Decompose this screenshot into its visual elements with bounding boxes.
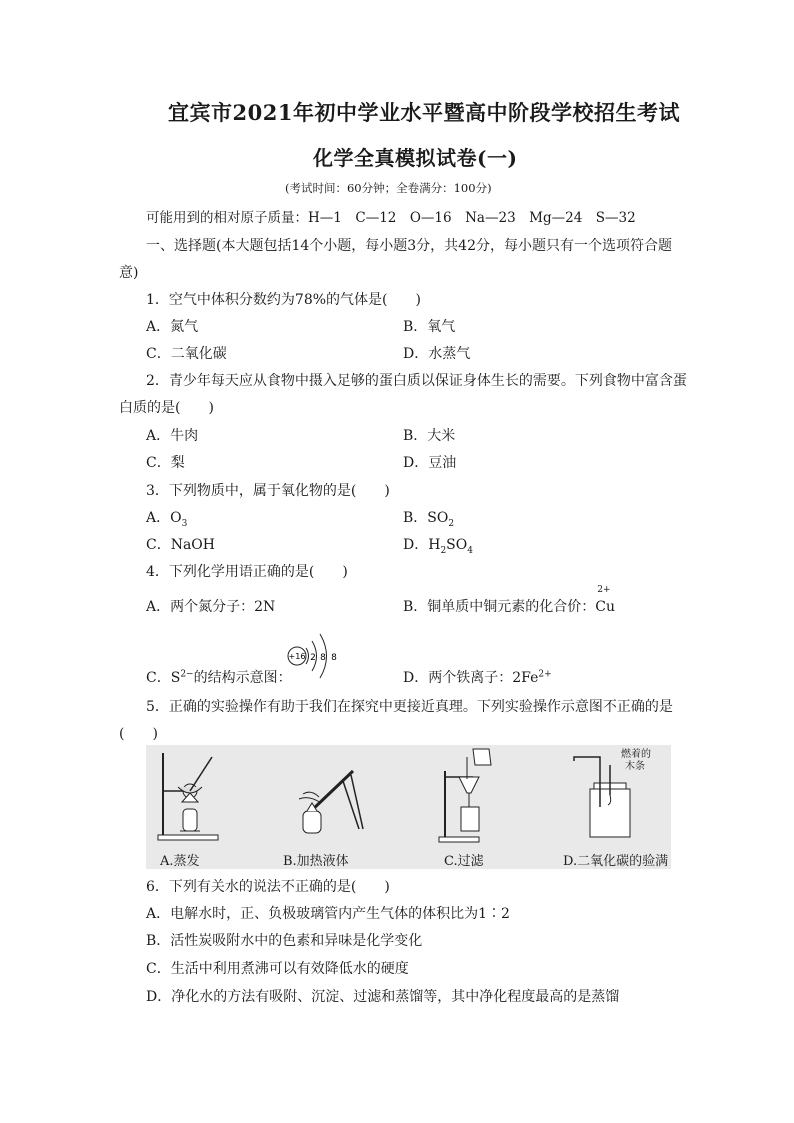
q3-option-c: C．NaOH	[146, 537, 215, 553]
q2-stem: 2．青少年每天应从食物中摄入足够的蛋白质以保证身体生长的需要。下列食物中富含蛋	[146, 373, 687, 389]
burning-stick-label	[621, 749, 651, 773]
q5-stem-cont: ( )	[119, 726, 158, 742]
filtration-apparatus-image	[429, 747, 529, 847]
q5-stem: 5．正确的实验操作有助于我们在探究中更接近真理。下列实验操作示意图不正确的是	[146, 699, 673, 715]
q3-option-b: B．$SO_2$	[403, 510, 455, 529]
evaporation-apparatus-image	[150, 747, 255, 847]
exam-info: (考试时间：60分钟；全卷满分：100分)	[285, 181, 492, 195]
page-subtitle: 化学全真模拟试卷(一)	[313, 146, 518, 170]
burning-stick-label-line1: 燃着的	[621, 749, 651, 760]
q4-option-c: C．$S^{2-}$的结构示意图：	[146, 669, 292, 686]
q3-option-a: A．$O_3$	[146, 510, 188, 529]
figure-a-caption: A.蒸发	[160, 854, 200, 869]
cu-valence: 2+	[597, 585, 611, 595]
q1-option-c: C．二氧化碳	[146, 346, 227, 362]
q6-option-d: D．净化水的方法有吸附、沉淀、过滤和蒸馏等，其中净化程度最高的是蒸馏	[146, 989, 620, 1005]
q2-stem-cont: 白质的是( )	[119, 400, 214, 416]
q3-option-d: D．$H_2SO_4$	[403, 537, 473, 556]
q4-option-b: B．铜单质中铜元素的化合价： 2+ Cu	[403, 585, 616, 615]
page-title: 宜宾市2021年初中学业水平暨高中阶段学校招生考试	[168, 100, 680, 125]
q6-stem: 6．下列有关水的说法不正确的是( )	[146, 879, 390, 895]
q2-option-b: B．大米	[403, 428, 456, 444]
q1-stem: 1．空气中体积分数约为78%的气体是( )	[146, 292, 421, 308]
sulfur-ion-structure-diagram	[284, 628, 354, 684]
q4-stem: 4．下列化学用语正确的是( )	[146, 564, 348, 580]
figure-c-caption: C.过滤	[444, 854, 484, 869]
burning-stick-label-line2: 木条	[625, 761, 645, 772]
nucleus-charge: +16	[288, 652, 306, 661]
shell-1-electrons: 2	[310, 653, 316, 663]
co2-full-test-apparatus-image	[564, 747, 669, 847]
q2-option-d: D．豆油	[403, 455, 457, 471]
q4-option-a: A．两个氮分子：2N	[146, 599, 276, 615]
q4-option-d: D．两个铁离子：$2Fe^{2+}$	[403, 669, 552, 686]
section-heading-cont: 意)	[119, 265, 139, 281]
q5-figure-panel	[146, 745, 671, 869]
figure-d-caption: D.二氧化碳的验满	[563, 854, 669, 869]
q6-option-c: C．生活中利用煮沸可以有效降低水的硬度	[146, 961, 409, 977]
q3-stem: 3．下列物质中，属于氧化物的是( )	[146, 483, 390, 499]
q2-option-a: A．牛肉	[146, 428, 199, 444]
figure-b-caption: B.加热液体	[283, 854, 349, 869]
q6-option-b: B．活性炭吸附水中的色素和异味是化学变化	[146, 933, 423, 949]
section-heading: 一、选择题(本大题包括14个小题，每小题3分，共42分，每小题只有一个选项符合题	[146, 238, 672, 254]
heating-liquid-apparatus-image	[281, 749, 381, 849]
q6-option-a: A．电解水时，正、负极玻璃管内产生气体的体积比为1∶2	[146, 906, 510, 922]
q2-option-c: C．梨	[146, 455, 185, 471]
q1-option-a: A．氮气	[146, 319, 199, 335]
q1-option-d: D．水蒸气	[403, 346, 471, 362]
shell-3-electrons: 8	[331, 653, 337, 663]
atomic-masses: 可能用到的相对原子质量：H—1 C—12 O—16 Na—23 Mg—24 S—32	[146, 210, 636, 226]
q1-option-b: B．氧气	[403, 319, 456, 335]
shell-2-electrons: 8	[320, 653, 326, 663]
